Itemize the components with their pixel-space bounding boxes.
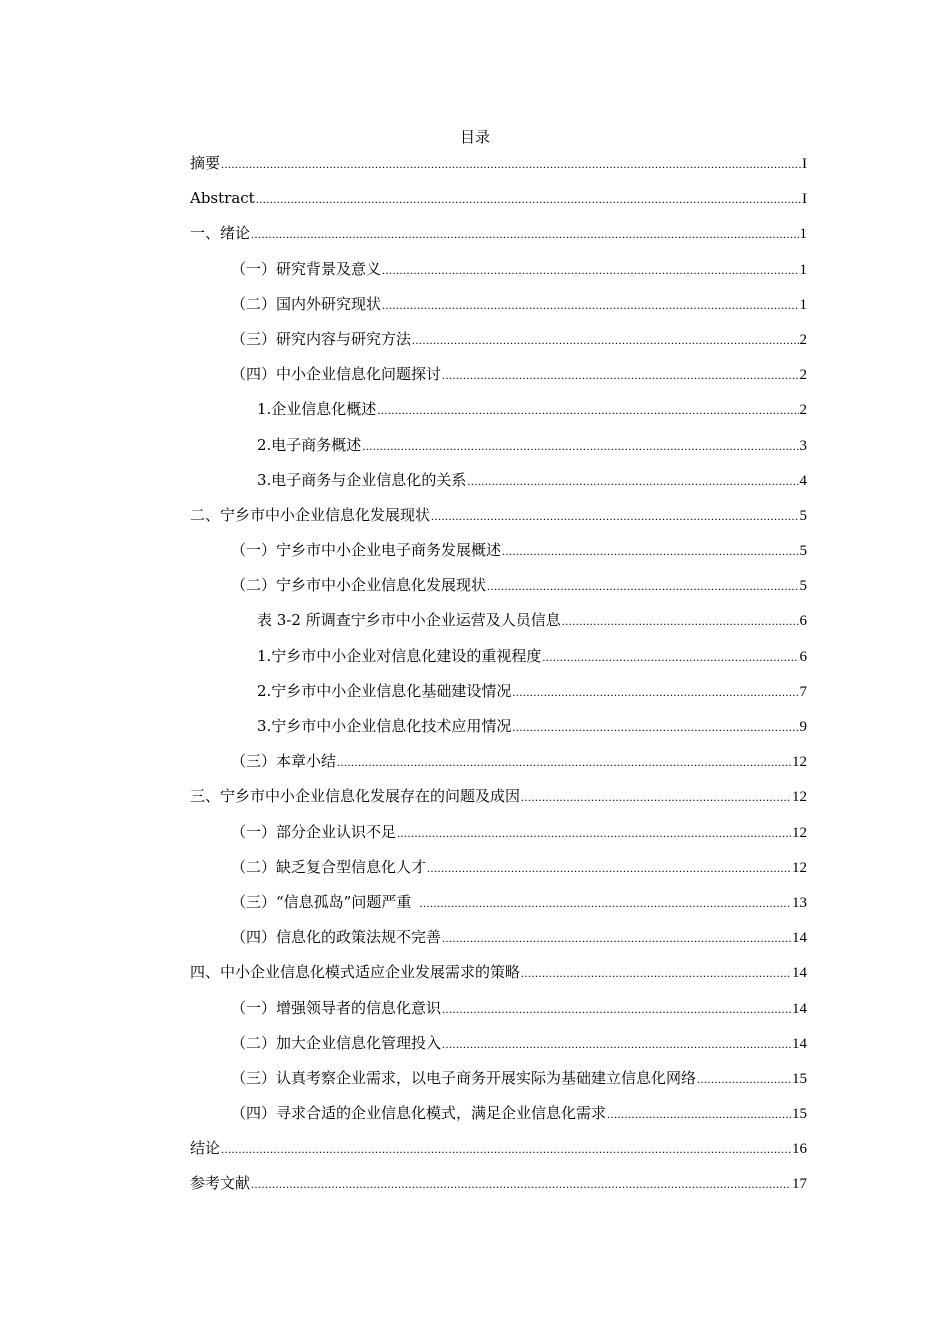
toc-entry[interactable] — [190, 783, 807, 818]
toc-page-number: 12 — [792, 824, 807, 841]
toc-page-number: 6 — [799, 648, 807, 665]
toc-leader-dots — [467, 471, 798, 491]
toc-entry[interactable] — [190, 537, 807, 572]
toc-leader-dots — [251, 224, 798, 244]
toc-leader-dots — [362, 436, 798, 456]
toc-page-number: 5 — [799, 543, 807, 560]
toc-leader-dots — [697, 1069, 791, 1089]
toc-page-number: 13 — [792, 894, 807, 911]
toc-page-number: I — [802, 191, 807, 208]
toc-page-number: 15 — [792, 1070, 807, 1087]
toc-leader-dots — [562, 611, 799, 631]
toc-entry-text: 3.宁乡市中小企业信息化技术应用情况 — [257, 717, 512, 735]
toc-leader-dots — [431, 506, 798, 526]
toc-entry[interactable] — [190, 220, 807, 255]
toc-entry-text: （三）本章小结 — [231, 752, 337, 771]
toc-entry-text: （三）研究内容与研究方法 — [231, 329, 412, 348]
toc-page-number: 17 — [792, 1176, 807, 1193]
toc-leader-dots — [382, 260, 798, 280]
toc-entry-text: （一）宁乡市中小企业电子商务发展概述 — [231, 541, 502, 560]
toc-page-number: 9 — [799, 719, 807, 735]
toc-entry-text: 1.宁乡市中小企业对信息化建设的重视程度 — [257, 646, 542, 665]
toc-leader-dots — [412, 330, 798, 350]
toc-entry-text: 1.企业信息化概述 — [257, 400, 377, 419]
toc-page-number: I — [802, 156, 807, 172]
toc-entry-text: （二）国内外研究现状 — [231, 294, 382, 313]
toc-leader-dots — [377, 400, 798, 420]
toc-page-number: 2 — [799, 402, 807, 419]
toc-page-number: 14 — [792, 1035, 807, 1052]
toc-entry[interactable] — [190, 572, 807, 607]
toc-page-number: 3 — [799, 437, 807, 454]
toc-leader-dots — [251, 1174, 791, 1194]
toc-entry[interactable] — [190, 889, 807, 924]
toc-leader-dots — [221, 154, 801, 174]
toc-entry-text: （一）部分企业认识不足 — [231, 822, 397, 841]
toc-entry-text: 二、宁乡市中小企业信息化发展现状 — [190, 505, 431, 524]
toc-page-number: 14 — [792, 1000, 807, 1017]
toc-entry[interactable] — [190, 432, 807, 467]
toc-page-number: 4 — [799, 472, 807, 489]
toc-entry[interactable] — [190, 256, 807, 291]
toc-entry[interactable] — [190, 819, 807, 854]
toc-entry[interactable] — [190, 326, 807, 361]
toc-entry[interactable] — [190, 643, 807, 678]
toc-leader-dots — [502, 541, 798, 561]
toc-page-number: 7 — [799, 683, 807, 700]
toc-leader-dots — [487, 576, 798, 596]
toc-entry[interactable] — [190, 1030, 807, 1065]
toc-entry[interactable] — [190, 467, 807, 502]
toc-entry-text: 3.电子商务与企业信息化的关系 — [257, 470, 467, 489]
toc-entry-text: 表 3-2 所调查宁乡市中小企业运营及人员信息 — [257, 611, 561, 630]
toc-leader-dots — [521, 963, 791, 983]
toc-list — [190, 150, 807, 1206]
toc-entry-text: Abstract — [190, 189, 255, 208]
toc-entry[interactable] — [190, 185, 807, 220]
toc-leader-dots — [542, 647, 798, 667]
toc-leader-dots — [442, 365, 798, 385]
toc-entry-text: （四）中小企业信息化问题探讨 — [231, 365, 442, 384]
toc-leader-dots — [442, 1034, 791, 1054]
toc-entry-text: 2.电子商务概述 — [257, 435, 362, 454]
toc-entry[interactable] — [190, 748, 807, 783]
toc-leader-dots — [521, 787, 791, 807]
toc-entry[interactable] — [190, 1170, 807, 1205]
toc-entry-text: 摘要 — [190, 154, 221, 172]
toc-entry-text: 2.宁乡市中小企业信息化基础建设情况 — [257, 681, 512, 700]
toc-entry[interactable] — [190, 924, 807, 959]
toc-entry[interactable] — [190, 678, 807, 713]
toc-entry[interactable] — [190, 361, 807, 396]
toc-entry-text: 参考文献 — [190, 1174, 251, 1193]
toc-page-number: 5 — [799, 578, 807, 595]
toc-page-number: 15 — [792, 1106, 807, 1123]
toc-leader-dots — [256, 189, 801, 209]
toc-leader-dots — [442, 999, 791, 1019]
toc-entry[interactable] — [190, 150, 807, 185]
toc-entry-text: 四、中小企业信息化模式适应企业发展需求的策略 — [190, 963, 521, 982]
toc-entry-text: （四）寻求合适的企业信息化模式，满足企业信息化需求 — [231, 1104, 607, 1123]
toc-entry-text: （四）信息化的政策法规不完善 — [231, 928, 442, 947]
toc-page-number: 12 — [792, 789, 807, 806]
toc-entry-text: （一）增强领导者的信息化意识 — [231, 998, 442, 1017]
toc-leader-dots — [221, 1139, 791, 1159]
toc-entry[interactable] — [190, 1135, 807, 1170]
toc-entry-text: （一）研究背景及意义 — [231, 259, 382, 278]
toc-leader-dots — [427, 858, 791, 878]
toc-page-number: 2 — [799, 367, 807, 384]
toc-entry-text: （三）认真考察企业需求，以电子商务开展实际为基础建立信息化网络 — [231, 1068, 697, 1087]
toc-entry[interactable] — [190, 502, 807, 537]
toc-title: 目录 — [459, 128, 490, 146]
toc-entry[interactable] — [190, 713, 807, 748]
toc-entry-text: （三）“信息孤岛”问题严重 — [231, 892, 412, 911]
toc-page-number: 5 — [799, 507, 807, 524]
toc-entry[interactable] — [190, 854, 807, 889]
toc-page-number: 14 — [792, 930, 807, 947]
toc-entry[interactable] — [190, 396, 807, 431]
toc-entry-text: 一、绪论 — [190, 224, 251, 243]
toc-entry-text: （二）加大企业信息化管理投入 — [231, 1033, 442, 1052]
toc-entry[interactable] — [190, 291, 807, 326]
toc-leader-dots — [512, 682, 798, 702]
toc-entry[interactable] — [190, 607, 807, 642]
toc-leader-dots — [442, 928, 791, 948]
toc-leader-dots — [337, 752, 791, 772]
toc-entry[interactable] — [190, 1065, 807, 1100]
toc-page-number: 12 — [792, 754, 807, 771]
toc-entry[interactable] — [190, 995, 807, 1030]
toc-page-number: 1 — [799, 296, 807, 313]
toc-page-number: 12 — [792, 859, 807, 876]
toc-leader-dots — [420, 893, 791, 913]
toc-page-number: 16 — [792, 1141, 807, 1158]
toc-entry[interactable] — [190, 1100, 807, 1135]
toc-page-number: 14 — [792, 965, 807, 982]
toc-page-number: 2 — [799, 331, 807, 348]
toc-page-number: 1 — [799, 261, 807, 278]
toc-entry-text: （二）宁乡市中小企业信息化发展现状 — [231, 576, 487, 595]
toc-leader-dots — [607, 1104, 791, 1124]
toc-page-number: 1 — [799, 226, 807, 243]
toc-entry-text: （二）缺乏复合型信息化人才 — [231, 857, 427, 876]
toc-page-number: 6 — [799, 613, 807, 630]
toc-entry[interactable] — [190, 959, 807, 994]
toc-entry-text: 结论 — [190, 1139, 221, 1158]
toc-leader-dots — [382, 295, 798, 315]
toc-leader-dots — [512, 717, 798, 737]
toc-entry-text: 三、宁乡市中小企业信息化发展存在的问题及成因 — [190, 787, 521, 806]
toc-leader-dots — [397, 823, 791, 843]
